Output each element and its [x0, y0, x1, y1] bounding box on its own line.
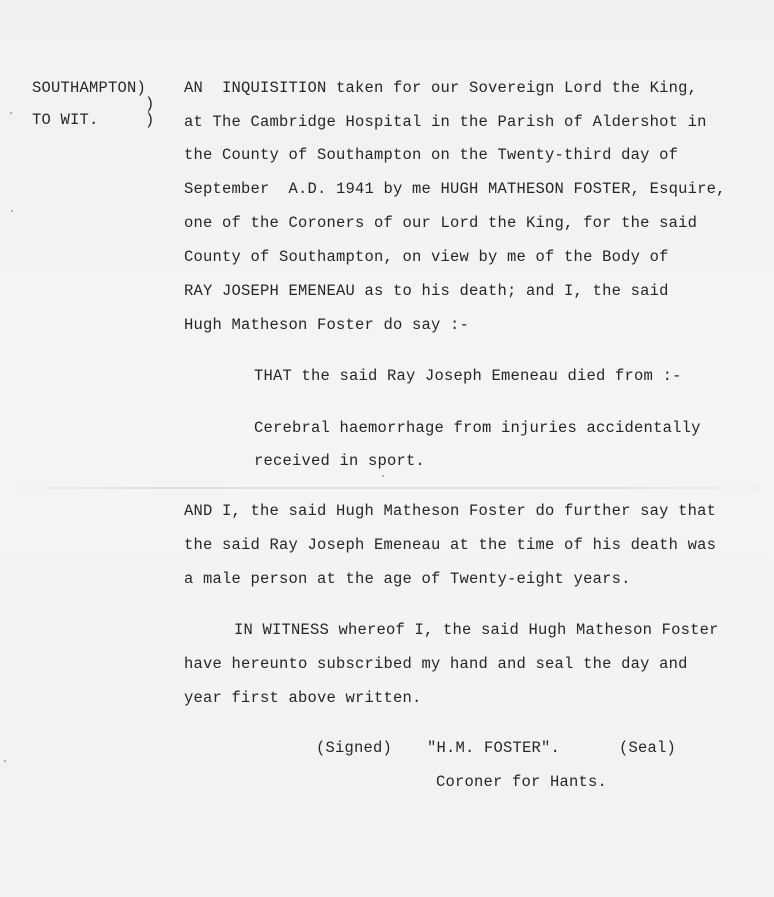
- opening-line-4: September A.D. 1941 by me HUGH MATHESON FOSTER, Esquire,: [184, 180, 726, 198]
- signed-label: (Signed): [316, 739, 393, 757]
- signer-name: "H.M. FOSTER".: [427, 739, 561, 757]
- opening-line-3: the County of Southampton on the Twenty-third day of: [184, 146, 679, 164]
- opening-line-8: Hugh Matheson Foster do say :-: [184, 316, 470, 334]
- witness-line-2: have hereunto subscribed my hand and seal the day and: [184, 655, 688, 673]
- finding-cause-line-2: received in sport.: [254, 452, 426, 470]
- opening-line-7: RAY JOSEPH EMENEAU as to his death; and I, the said: [184, 282, 669, 300]
- witness-line-3: year first above written.: [184, 689, 422, 707]
- opening-line-5: one of the Coroners of our Lord the King, for the said: [184, 214, 698, 232]
- seal-label: (Seal): [619, 739, 677, 757]
- further-line-3: a male person at the age of Twenty-eight years.: [184, 570, 631, 588]
- coroner-title: Coroner for Hants.: [436, 773, 608, 791]
- venue-bracket-mid: ): [145, 95, 155, 113]
- paper-speck: [382, 475, 384, 477]
- venue-to-wit: TO WIT.: [32, 111, 99, 129]
- further-line-1: AND I, the said Hugh Matheson Foster do further say that: [184, 502, 717, 520]
- further-line-2: the said Ray Joseph Emeneau at the time of his death was: [184, 536, 717, 554]
- finding-intro: THAT the said Ray Joseph Emeneau died from :-: [254, 367, 682, 385]
- opening-line-6: County of Southampton, on view by me of the Body of: [184, 248, 669, 266]
- opening-line-2: at The Cambridge Hospital in the Parish of Aldershot in: [184, 113, 707, 131]
- opening-line-1: AN INQUISITION taken for our Sovereign Lord the King,: [184, 79, 698, 97]
- paper-fold-line: [0, 487, 774, 489]
- paper-speck: [4, 760, 6, 762]
- finding-cause-line-1: Cerebral haemorrhage from injuries accidentally: [254, 419, 701, 437]
- venue-bracket-end: ): [145, 111, 155, 129]
- paper-speck: [10, 112, 12, 114]
- witness-line-1: IN WITNESS whereof I, the said Hugh Matheson Foster: [234, 621, 719, 639]
- venue-county-label: SOUTHAMPTON): [32, 79, 147, 97]
- paper-speck: [11, 210, 13, 212]
